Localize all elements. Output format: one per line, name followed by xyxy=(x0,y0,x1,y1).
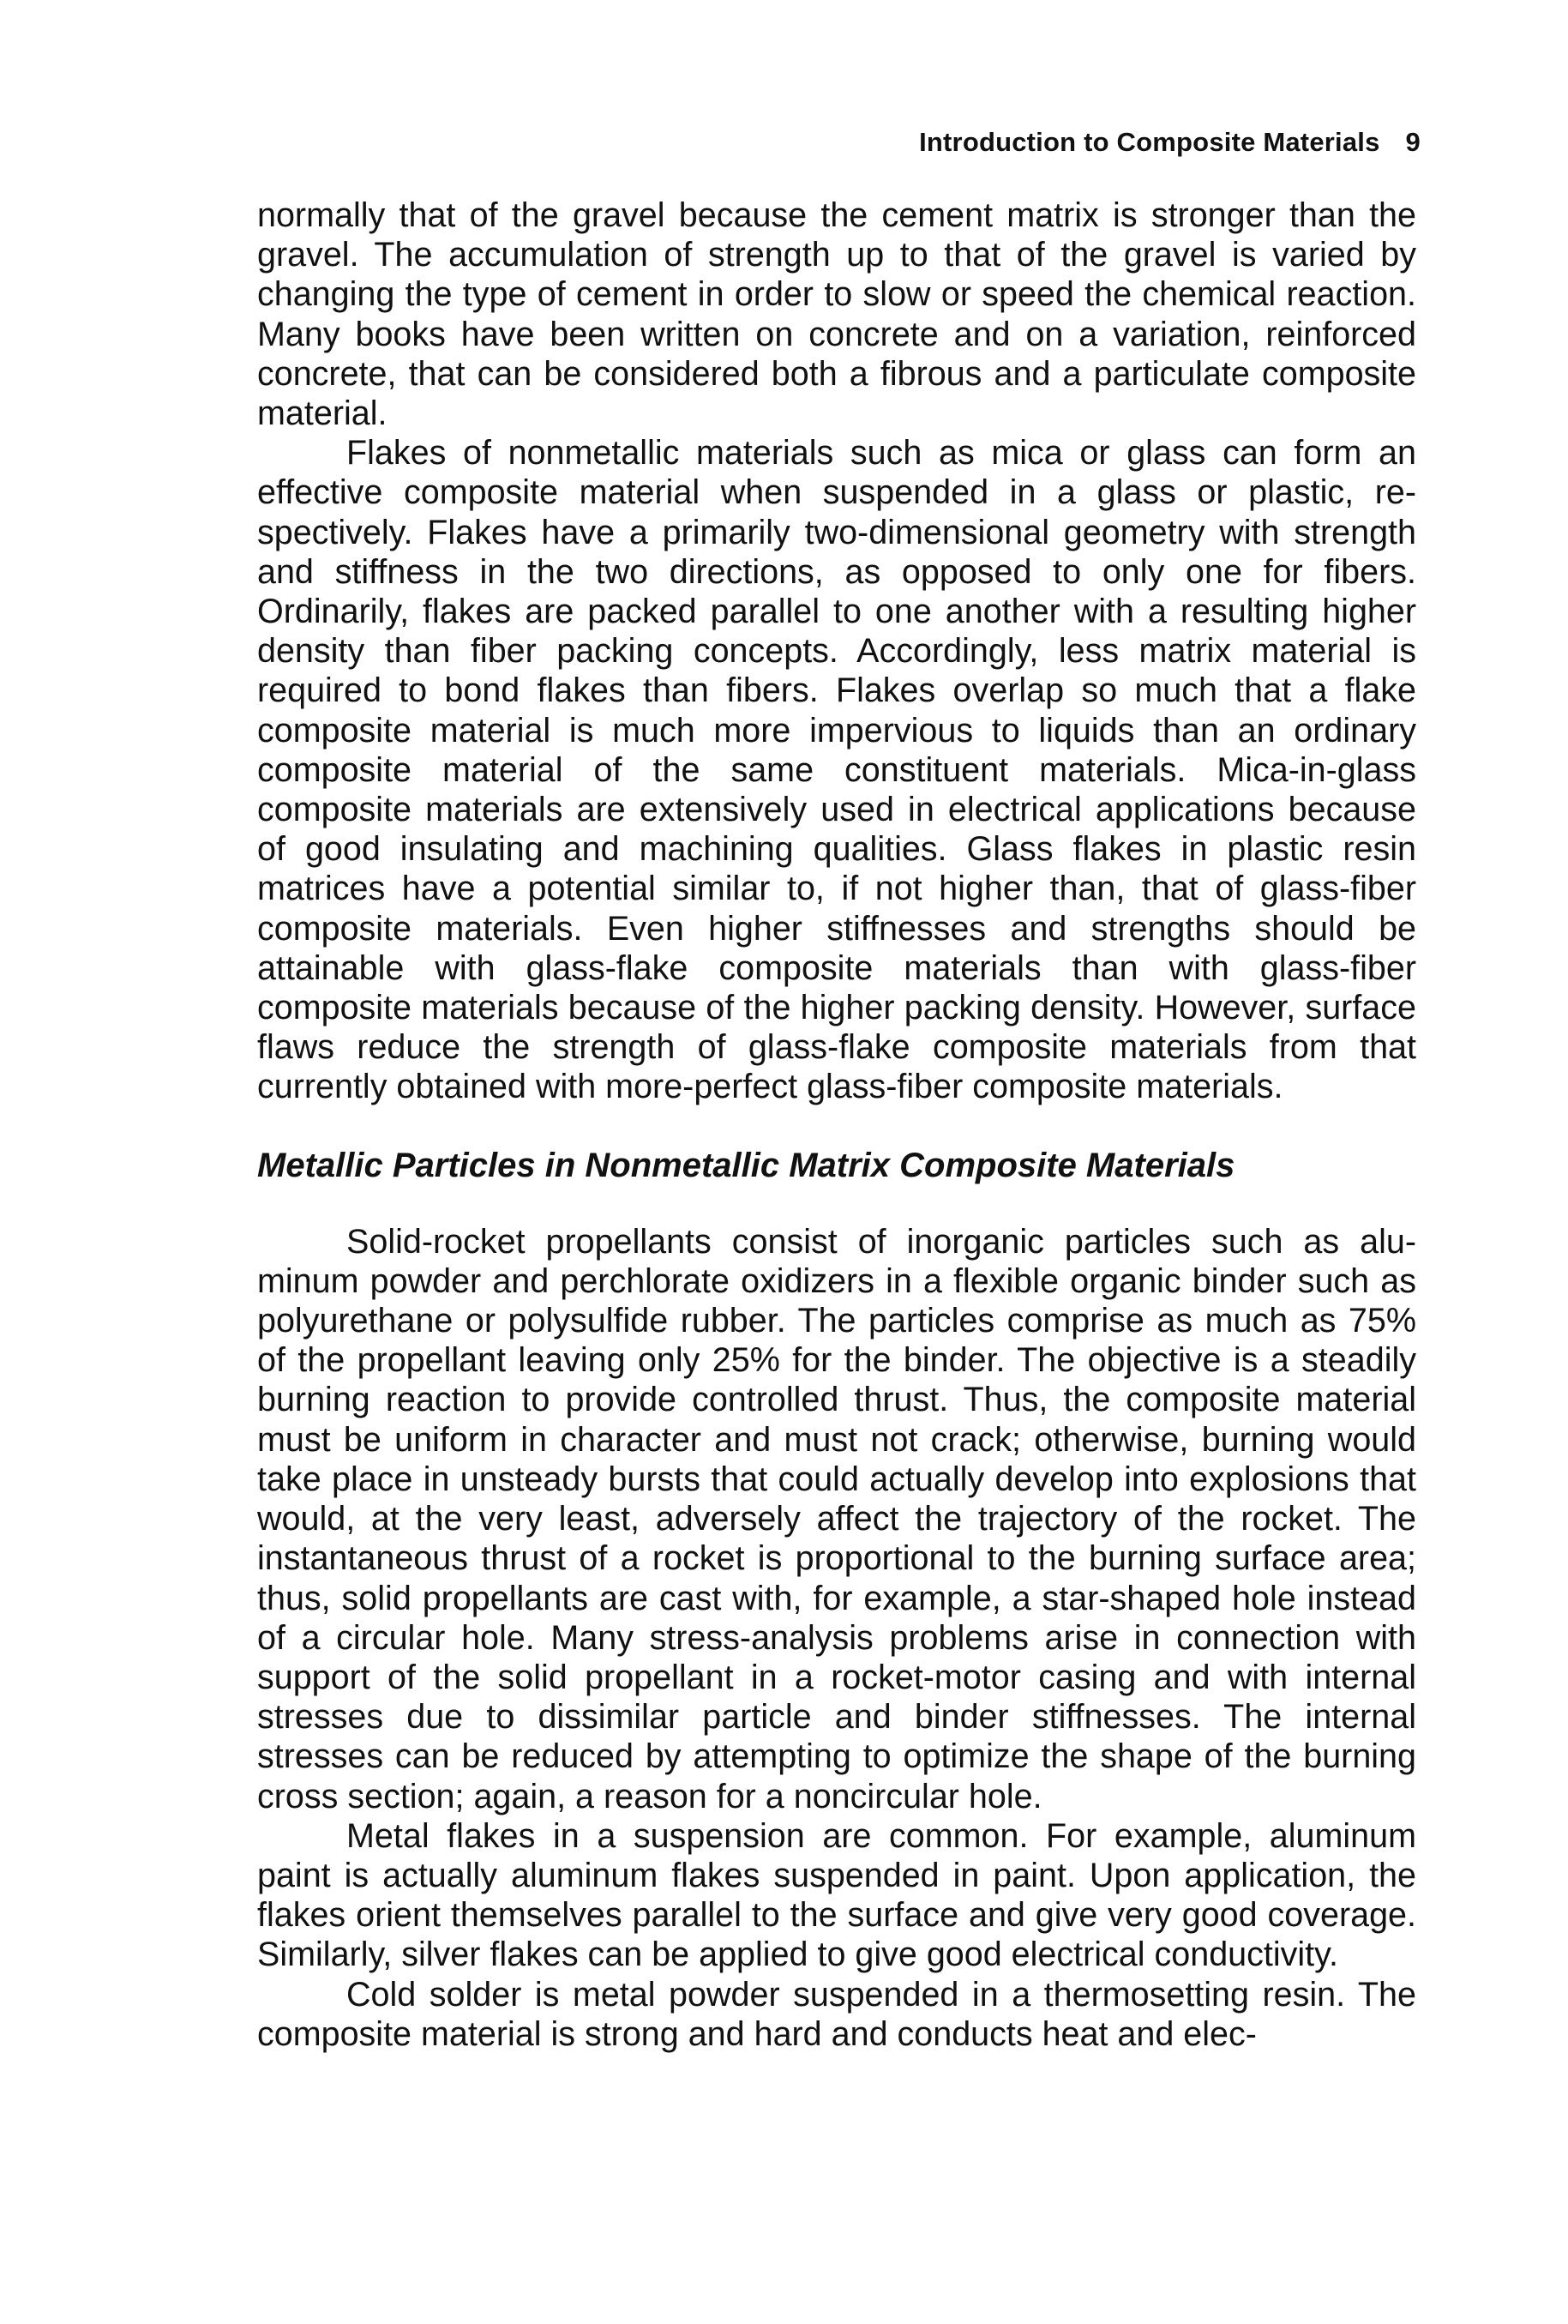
body-text xyxy=(257,196,1416,2054)
paragraph-cold-solder: Cold solder is metal powder suspended in a thermosetting resin. The composite material is strong and hard and conducts heat and elec- xyxy=(257,1975,1416,2053)
page-number: 9 xyxy=(1405,127,1421,157)
paragraph-flakes: Flakes of nonmetallic materials such as mica or glass can form an effective composite material when suspended in a glass or plastic, respectively. Flakes have a primarily two-dimensional geometry with strength and stiffness in the two directions, as opposed to only one for fibers. Ordinarily, flakes are packed parallel to one another with a resulting higher density than fiber packing concepts. Accordingly, less matrix material is required to bond flakes than fibers. Flakes overlap so much that a flake composite material is much more impervious to liquids than an ordinary composite material of the same constituent materials. Mica-in-glass composite materials are extensively used in electrical applications because of good insulating and machining qualities. Glass flakes in plastic resin matrices have a potential similar to, if not higher than, that of glass-fiber composite materials. Even higher stiffnesses and strengths should be attainable with glass-flake composite materials than with glass-fiber composite materials because of the higher packing density. However, surface flaws reduce the strength of glass-flake composite materials from that currently obtained with more-perfect glass-fiber composite materials. xyxy=(257,434,1416,1106)
paragraph-metal-flakes: Metal flakes in a suspension are common. For example, aluminum paint is actually aluminum flakes suspended in paint. Upon application, the flakes orient themselves parallel to the surface and give very good coverage. Similarly, silver flakes can be applied to give good electrical conductivity. xyxy=(257,1816,1416,1974)
section-heading: Metallic Particles in Nonmetallic Matrix Composite Materials xyxy=(257,1146,1235,1184)
running-head xyxy=(919,127,1421,158)
running-head-title: Introduction to Composite Materials xyxy=(919,127,1380,157)
paragraph-gravel-cement: normally that of the gravel because the cement matrix is stronger than the gravel. The accumulation of strength up to that of the gravel is varied by changing the type of cement in order to slow or speed the chemical reaction. Many books have been written on concrete and on a variation, reinforced concrete, that can be considered both a fibrous and a particulate composite material. xyxy=(257,196,1416,433)
paragraph-solid-rocket: Solid-rocket propellants consist of inorganic particles such as aluminum powder and perchlorate oxidizers in a flexible organic binder such as polyurethane or polysulfide rubber. The particles comprise as much as 75% of the propellant leaving only 25% for the binder. The objective is a steadily burning reaction to provide controlled thrust. Thus, the composite material must be uniform in character and must not crack; otherwise, burning would take place in unsteady bursts that could actually develop into explosions that would, at the very least, adversely affect the trajectory of the rocket. The instantaneous thrust of a rocket is proportional to the burning surface area; thus, solid propellants are cast with, for example, a star-shaped hole instead of a circular hole. Many stress-analysis problems arise in connection with support of the solid propellant in a rocket-motor casing and with internal stresses due to dissimilar particle and binder stiffnesses. The internal stresses can be reduced by attempting to optimize the shape of the burning cross section; again, a reason for a noncircular hole. xyxy=(257,1222,1416,1815)
